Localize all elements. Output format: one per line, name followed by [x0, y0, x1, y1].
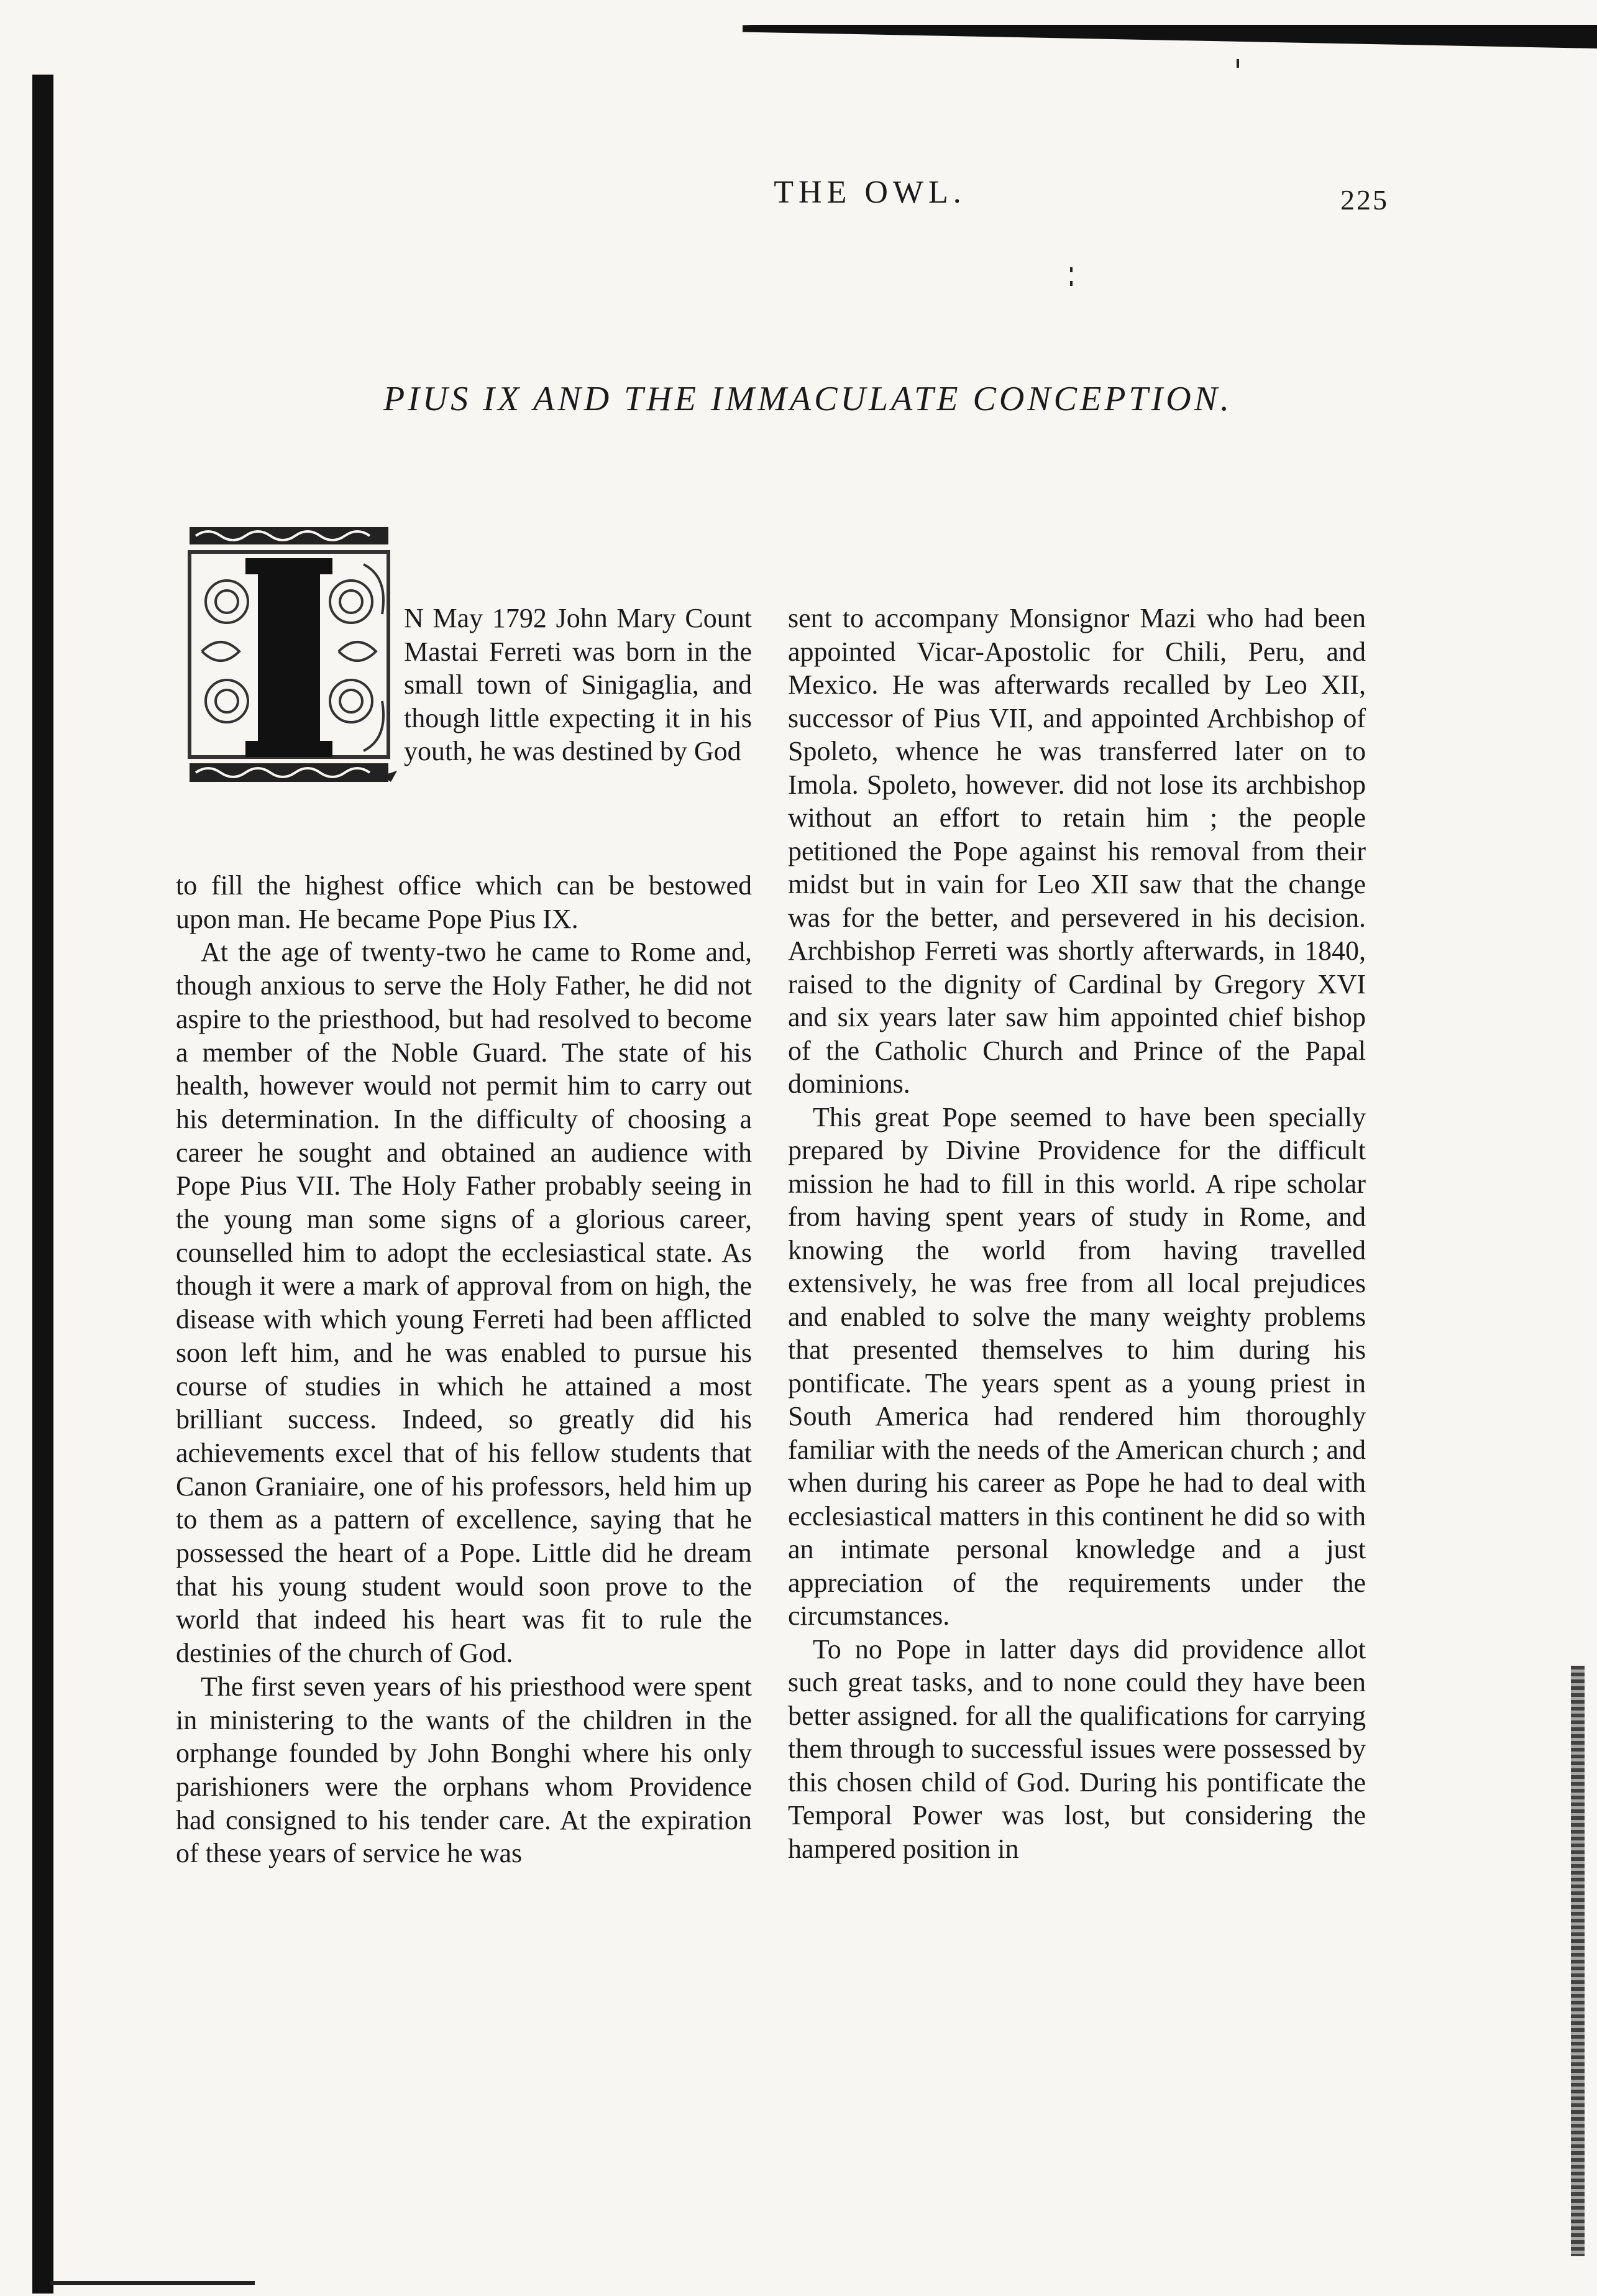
running-head: THE OWL.: [774, 175, 966, 210]
paragraph: to fill the highest office which can be bestowed upon man. He became Pope Pius IX.: [176, 870, 752, 934]
scan-left-binding-edge: [32, 75, 53, 2294]
scan-right-edge-artifact: [1571, 1666, 1585, 2256]
paragraph: The first seven years of his priesthood were spent in ministering to the wants of the children in the orphange founded by John Bonghi where his only parishioners were the orphans whom Providence had consigned to his tender care. At the expiration of these years of service he was: [176, 1671, 752, 1869]
paragraph: At the age of twenty-two he came to Rome and, though anxious to serve the Holy Father, he did not aspire to the priesthood, but had resolved to become a member of the Noble Guard. The state of his health, however would not permit him to carry out his determination. In the difficulty of choosing a career he sought and obtained an audience with Pope Pius VII. The Holy Father probably seeing in the young man some signs of a glorious career, counselled him to adopt the ecclesiastical state. As though it were a mark of approval from on high, the disease with which young Ferreti had been afflicted soon left him, and he was enabled to pursue his course of studies in which he attained a most brilliant success. Indeed, so greatly did his achievements excel that of his fellow students that Canon Graniaire, one of his professors, held him up to them as a pattern of excellence, saying that he possessed the heart of a Pope. Little did he dream that his young student would soon prove to the world that indeed his heart was fit to rule the destinies of the church of God.: [176, 937, 752, 1669]
page-number: 225: [1340, 184, 1389, 216]
article-title: PIUS IX AND THE IMMACULATE CONCEPTION.: [383, 380, 1232, 418]
intro-text-beside-drop-cap: [404, 602, 752, 768]
right-column: [788, 602, 1366, 1865]
scan-top-shadow: [743, 0, 1597, 48]
ornamental-drop-cap: [177, 515, 401, 801]
scan-speck: [1070, 281, 1073, 286]
paragraph: To no Pope in latter days did providence allot such great tasks, and to none could they have been better assigned. for all the qualifications for carrying them through to successful issues were possessed by this chosen child of God. During his pontificate the Temporal Power was lost, but considering the hampered position in: [788, 1633, 1366, 1864]
scan-bottom-left-edge: [50, 2281, 255, 2285]
scan-speck: [1237, 59, 1239, 68]
intro-paragraph: N May 1792 John Mary Count Mastai Ferreti was born in the small town of Sinigaglia, and though little expecting it in his youth, he was destined by God: [404, 603, 752, 766]
scan-speck: [1070, 267, 1073, 272]
paragraph: sent to accompany Monsignor Mazi who had been appointed Vicar-Apostolic for Chili, Peru, and Mexico. He was afterwards recalled by Leo XII, successor of Pius VII, and appointed Archbishop of Spoleto, whence he was transferred later on to Imola. Spoleto, however. did not lose its archbishop without an effort to retain him ; the people petitioned the Pope against his removal from their midst but in vain for Leo XII saw that the change was for the better, and persevered in his decision. Archbishop Ferreti was shortly afterwards, in 1840, raised to the dignity of Cardinal by Gregory XVI and six years later saw him appointed chief bishop of the Catholic Church and Prince of the Papal dominions.: [788, 603, 1366, 1099]
left-column: [176, 869, 752, 1870]
paragraph: This great Pope seemed to have been specially prepared by Divine Providence for the difficult mission he had to fill in this world. A ripe scholar from having spent years of study in Rome, and knowing the world from having travelled extensively, he was free from all local prejudices and enabled to solve the many weighty problems that presented themselves to him during his pontificate. The years spent as a young priest in South America had rendered him thoroughly familiar with the needs of the American church ; and when during his career as Pope he had to deal with ecclesiastical matters in this continent he did so with an intimate personal knowledge and a just appreciation of the requirements under the circumstances.: [788, 1101, 1366, 1631]
drop-cap-ornament-icon: [177, 515, 401, 801]
